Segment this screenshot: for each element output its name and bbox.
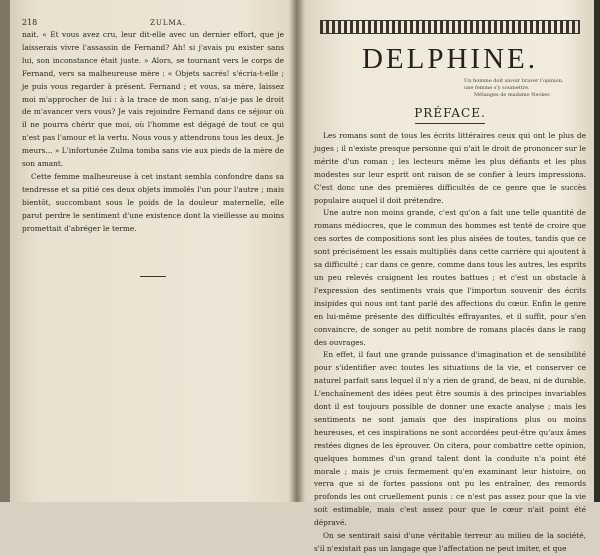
running-title: ZULMA. [150, 19, 186, 27]
epigraph-attribution: Mélanges de madame Necker. [474, 92, 551, 98]
left-page [22, 18, 284, 277]
epigraph [464, 78, 586, 92]
chapter-end-rule [140, 276, 166, 277]
section-heading: PRÉFACE. [414, 106, 486, 120]
paragraph: Une autre non moins grande, c'est qu'on a fait une telle quantité de romans médiocres, que le commun des hommes est tenté de croire que ces sortes de compositions sont les plus aisées de toutes, tandis que ce sont précisément les essais multipliés dans cette carrière qui ajoutent à sa difficulté ; car dans ce genre, comme dans tous les autres, les esprits un peu relevés craignent les routes battues ; et c'est un obstacle à l'expression des sentiments vrais que l'importun souvenir des écrits insipides qui nous ont tant parlé des affections du cœur. Enfin le genre en lui-même présente des difficultés effrayantes, et il suffit, pour s'en convaincre, de songer au petit nombre de romans placés dans le rang des ouvrages. [314, 208, 586, 347]
paragraph: Les romans sont de tous les écrits littéraires ceux qui ont le plus de juges ; il n'existe presque personne qui n'ait le droit de prononcer sur le mérite d'un roman ; les lecteurs même les plus défiants et les plus modestes sur leur esprit ont raison de se confier à leurs impressions. C'est donc une des premières difficultés de ce genre que le succès populaire auquel il doit prétendre. [314, 131, 586, 205]
epigraph-line: Un homme doit savoir braver l'opinion, [464, 78, 564, 84]
paragraph: On se sentirait saisi d'une véritable terreur au milieu de la société, s'il n'existait pas un langage que l'affectation ne peut imiter, et que [314, 531, 586, 553]
book-gutter [290, 0, 304, 502]
heading-rule [415, 123, 485, 124]
book-edge-left [0, 0, 10, 502]
right-body-text [314, 130, 586, 556]
paragraph: En effet, il faut une grande puissance d'imagination et de sensibilité pour s'identifier avec toutes les situations de la vie, et conserver ce naturel parfait sans lequel il n'y a rien de grand, de beau, ni de durable. L'enchaînement des idées peut être soumis à des principes invariables dont il est toujours possible de donner une exacte analyse ; mais les sentiments ne sont jamais que des inspirations plus ou moins heureuses, et ces inspirations ne sont accordées peut-être qu'aux âmes restées dignes de les éprouver. On citera, pour combattre cette opinion, quelques hommes d'un grand talent dont la conduite n'a point été morale ; mais je crois fermement qu'en examinant leur histoire, on verra que si de fortes passions ont pu les entraîner, des remords profonds les ont cruellement punis : ce n'est pas assez pour que la vie soit estimable, mais c'est assez pour que le cœur n'ait point été dépravé. [314, 350, 586, 528]
right-page [314, 14, 586, 556]
page-number: 218 [22, 18, 38, 27]
paragraph: nait. « Et vous avez cru, leur dit-elle avec un dernier effort, que je laisserais vivre l'assassin de Fernand? Ah! si j'avais pu exister sans lui, son inconstance était juste. » Alors, se tournant vers le corps de Fernand, vers sa malheureuse mère : « Objets sacrés! s'écria-t-elle ; je puis vous regarder à présent. Fernand ; et vous, sa mère, laissez moi m'approcher de lui : à la trace de mon sang, n'ai-je pas le droit de m'avancer vers vous? Je vais rejoindre Fernand dans ce séjour où il ne pourra chérir que moi, où l'homme est dégagé de tout ce qui n'est pas l'amour et la vertu. Nous vous y attendrons tous les deux. Je meurs... » L'infortunée Zulma tomba sans vie aux pieds de la mère de son amant. [22, 30, 285, 169]
left-body-text [22, 29, 284, 236]
book-title: DELPHINE. [361, 43, 538, 75]
paragraph: Cette femme malheureuse à cet instant sembla confondre dans sa tendresse et sa pitié ces deux objets immolés l'un pour l'autre ; mais bientôt, succombant sous le poids de la douleur maternelle, elle parut perdre le sentiment d'une existence dont la vieillesse au moins promettait d'abréger le terme. [22, 171, 284, 233]
book-edge-right [594, 0, 600, 502]
epigraph-line: une femme s'y soumettre. [464, 85, 530, 91]
decorative-header-ornament [320, 20, 580, 34]
left-running-head [22, 18, 284, 27]
